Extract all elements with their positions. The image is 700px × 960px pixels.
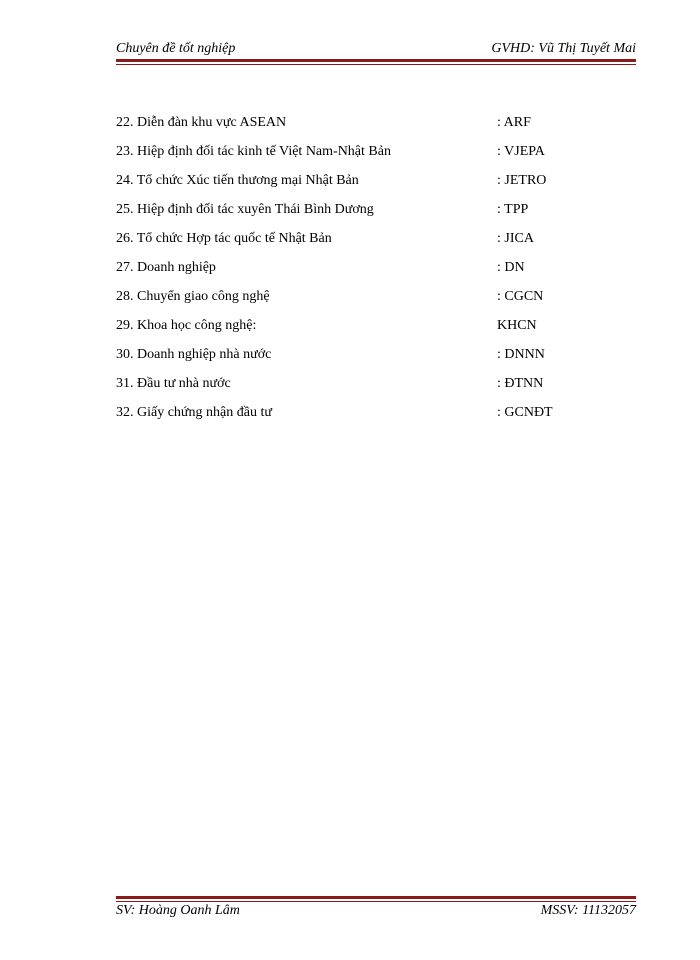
abbreviation-term: 28. Chuyển giao công nghệ [116,289,270,304]
header-divider [116,59,636,65]
abbreviation-term: 31. Đầu tư nhà nước [116,376,231,391]
abbreviation-row [116,171,636,200]
abbreviation-term: 29. Khoa học công nghệ: [116,318,257,333]
abbreviation-code: KHCN [497,318,537,333]
abbreviation-row [116,258,636,287]
abbreviation-list [116,113,636,432]
abbreviation-row [116,200,636,229]
abbreviation-code: : JETRO [497,173,547,188]
header-divider-thin [116,64,636,65]
abbreviation-term: 25. Hiệp định đối tác xuyên Thái Bình Dương [116,202,374,217]
abbreviation-term: 27. Doanh nghiệp [116,260,216,275]
abbreviation-code: : CGCN [497,289,544,304]
abbreviation-code: : ĐTNN [497,376,544,391]
abbreviation-term: 22. Diễn đàn khu vực ASEAN [116,115,287,130]
page-footer [116,902,636,920]
abbreviation-row [116,287,636,316]
abbreviation-row [116,113,636,142]
abbreviation-row [116,229,636,258]
header-document-title: Chuyên đề tốt nghiệp [116,41,236,56]
abbreviation-term: 26. Tổ chức Hợp tác quốc tế Nhật Bản [116,231,332,246]
header-advisor: GVHD: Vũ Thị Tuyết Mai [491,41,636,56]
abbreviation-row [116,345,636,374]
footer-student-name: SV: Hoàng Oanh Lâm [116,903,240,918]
footer-student-id: MSSV: 11132057 [540,903,636,918]
abbreviation-code: : TPP [497,202,529,217]
abbreviation-row [116,403,636,432]
abbreviation-term: 24. Tổ chức Xúc tiến thương mại Nhật Bản [116,173,359,188]
abbreviation-row [116,316,636,345]
abbreviation-code: : GCNĐT [497,405,553,420]
abbreviation-row [116,374,636,403]
abbreviation-code: : JICA [497,231,534,246]
abbreviation-term: 30. Doanh nghiệp nhà nước [116,347,272,362]
abbreviation-term: 23. Hiệp định đối tác kinh tế Việt Nam-Nhật Bản [116,144,391,159]
abbreviation-code: : DNNN [497,347,545,362]
abbreviation-term: 32. Giấy chứng nhận đầu tư [116,405,272,420]
abbreviation-code: : VJEPA [497,144,545,159]
abbreviation-code: : ARF [497,115,531,130]
abbreviation-code: : DN [497,260,525,275]
abbreviation-row [116,142,636,171]
page-header [116,40,636,58]
